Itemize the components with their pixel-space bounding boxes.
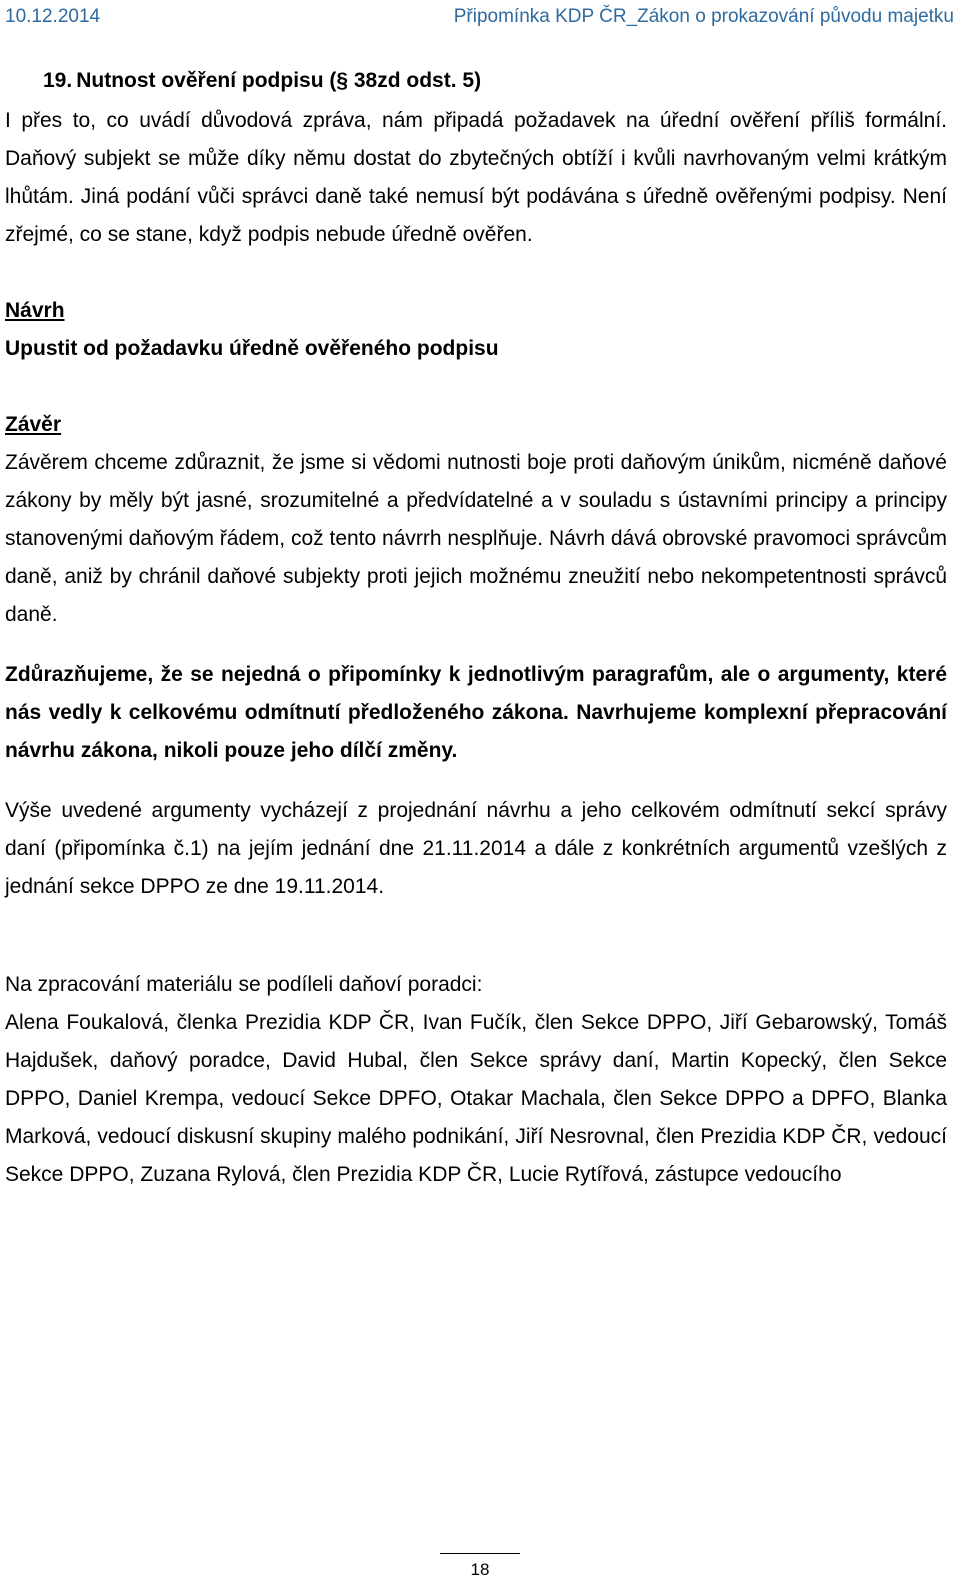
contributors-list: Alena Foukalová, členka Prezidia KDP ČR, Ivan Fučík, člen Sekce DPPO, Jiří Gebarowský, Tomáš Hajdušek, daňový poradce, David Hubal, člen Sekce správy daní, Martin Kopecký, člen Sekce DPPO, Daniel Krempa, vedoucí Sekce DPFO, Otakar Machala, člen Sekce DPPO a DPFO, Blanka Marková, vedoucí diskusní skupiny malého podnikání, Jiří Nesrovnal, člen Prezidia KDP ČR, vedoucí Sekce DPPO, Zuzana Rylová, člen Prezidia KDP ČR, Lucie Rytířová, zástupce vedoucího: [5, 1011, 947, 1186]
arguments-paragraph: Výše uvedené argumenty vycházejí z projednání návrhu a jeho celkovém odmítnutí sekcí správy daní (připomínka č.1) na jejím jednání dne 21.11.2014 a dále z konkrétních argumentů vzešlých z jednání sekce DPPO ze dne 19.11.2014.: [5, 799, 947, 898]
contributors-intro: Na zpracování materiálu se podíleli daňoví poradci:: [5, 973, 483, 996]
section-heading: [5, 66, 947, 96]
proposal-heading: Návrh: [5, 299, 65, 322]
section-title: Nutnost ověření podpisu (§ 38zd odst. 5): [76, 69, 482, 92]
header-document-title: Připomínka KDP ČR_Zákon o prokazování původu majetku: [453, 6, 954, 27]
page-header: [0, 0, 960, 40]
page-number: 18: [470, 1560, 490, 1579]
section-paragraph: I přes to, co uvádí důvodová zpráva, nám připadá požadavek na úřední ověření příliš formální. Daňový subjekt se může díky němu dostat do zbytečných obtíží i kvůli navrhovaným velmi krátkým lhůtám. Jiná podání vůči správci daně také nemusí být podávána s úředně ověřenými podpisy. Není zřejmé, co se stane, když podpis nebude úředně ověřen.: [5, 109, 947, 246]
proposal-text: Upustit od požadavku úředně ověřeného podpisu: [5, 337, 499, 360]
header-date: 10.12.2014: [5, 6, 101, 27]
section-number: 19.: [43, 69, 73, 92]
conclusion-paragraph: Závěrem chceme zdůraznit, že jsme si vědomi nutnosti boje proti daňovým únikům, nicméně daňové zákony by měly být jasné, srozumitelné a předvídatelné a v souladu s ústavními principy a principy stanovenými daňovým řádem, což tento návrrh nesplňuje. Návrh dává obrovské pravomoci správcům daně, aniž by chránil daňové subjekty proti jejich možnému zneužití nebo nekompetentnosti správců daně.: [5, 451, 947, 626]
conclusion-emphasis: Zdůrazňujeme, že se nejedná o připomínky k jednotlivým paragrafům, ale o argumenty, které nás vedly k celkovému odmítnutí předloženého zákona. Navrhujeme komplexní přepracování návrhu zákona, nikoli pouze jeho dílčí změny.: [5, 663, 947, 762]
footer-divider: [440, 1553, 520, 1554]
document-body: [5, 66, 947, 1194]
conclusion-heading: Závěr: [5, 413, 62, 436]
